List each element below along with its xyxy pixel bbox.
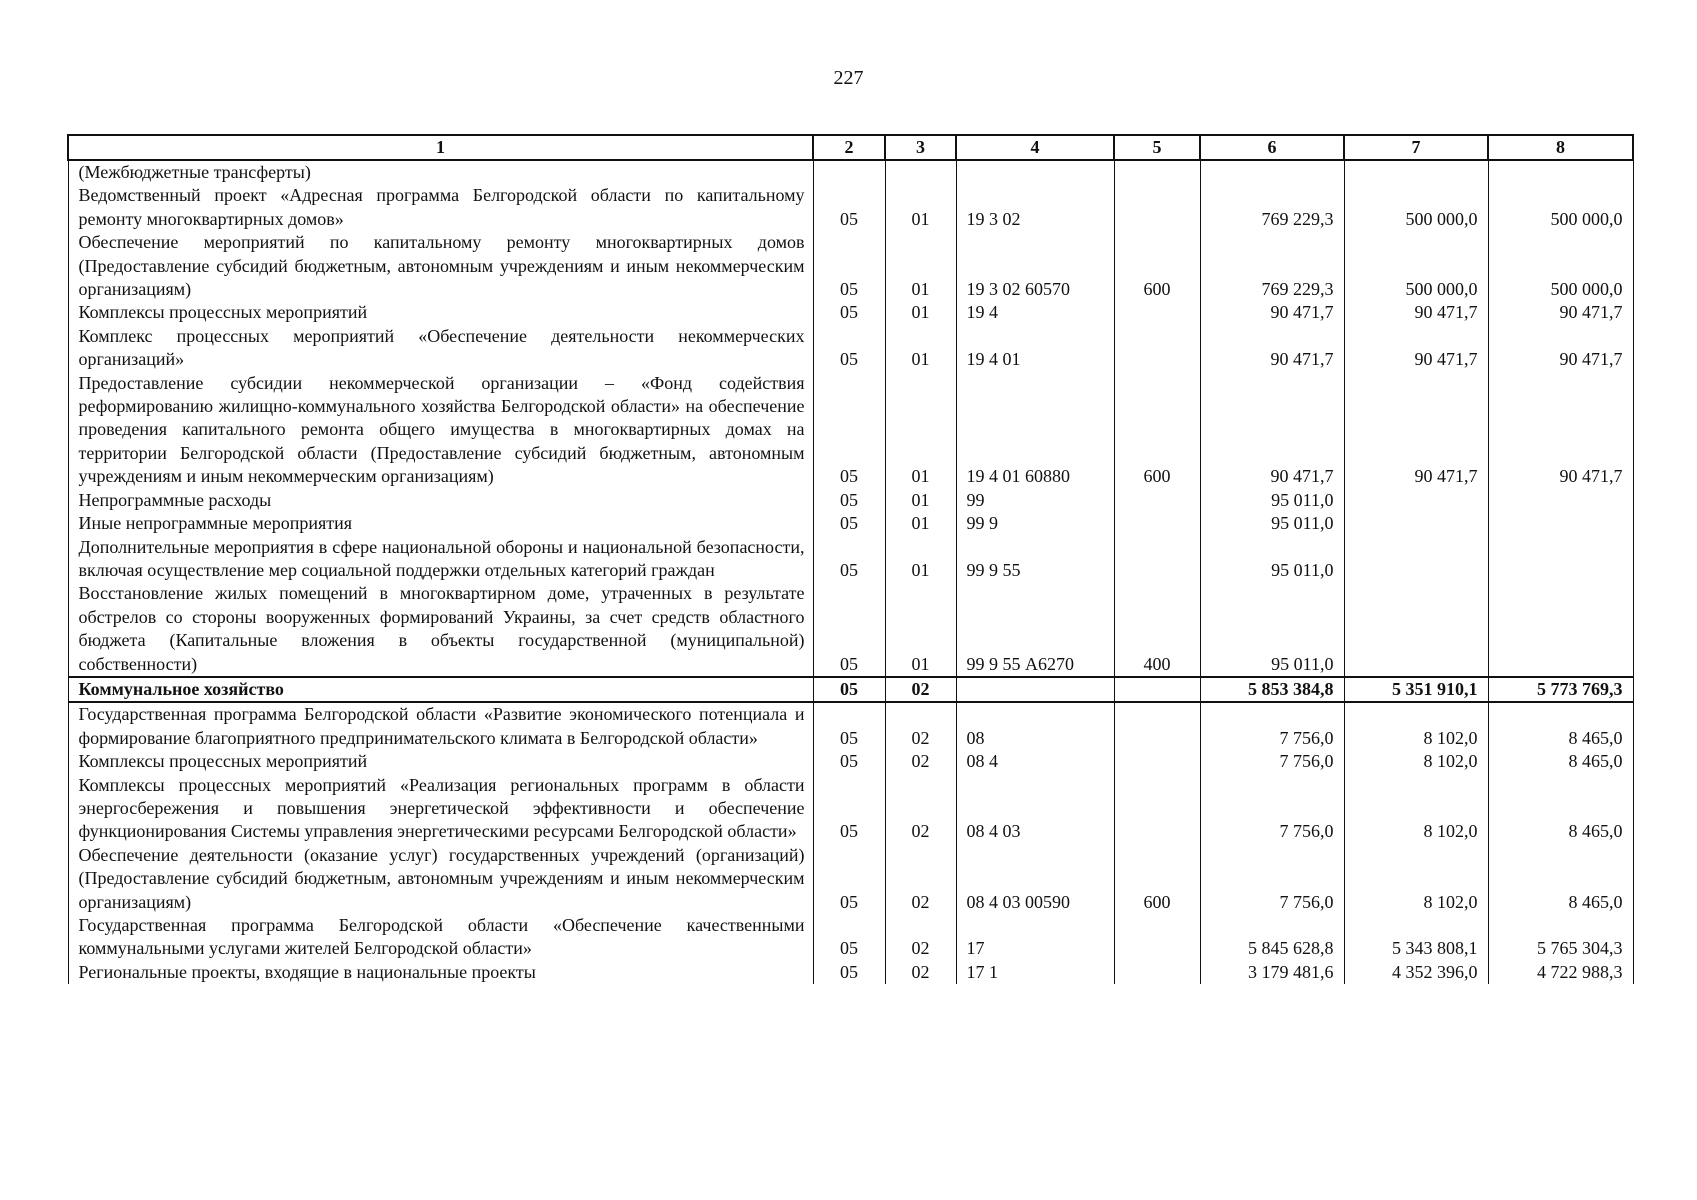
section-code: 05 (813, 512, 885, 535)
amount-col7: 8 102,0 (1344, 774, 1488, 844)
subsection-code: 01 (885, 512, 956, 535)
item-name: Коммунальное хозяйство (68, 677, 813, 702)
expense-type-code (1114, 536, 1200, 583)
table-body (68, 160, 1633, 984)
subsection-code: 02 (885, 677, 956, 702)
amount-col7: 500 000,0 (1344, 184, 1488, 231)
amount-col8: 4 722 988,3 (1488, 961, 1633, 984)
expense-type-code (1114, 512, 1200, 535)
item-name: Комплексы процессных мероприятий «Реализация региональных программ в области энергосбережения и повышения энергетической эффективности и обеспечение функционирования Системы управления энергетическими ресурсами Белгородской области» (68, 774, 813, 844)
amount-col6: 90 471,7 (1200, 325, 1344, 372)
table-row (68, 372, 1633, 489)
expense-type-code (1114, 301, 1200, 324)
subsection-code: 01 (885, 372, 956, 489)
amount-col7 (1344, 536, 1488, 583)
item-name: Обеспечение мероприятий по капитальному ремонту многоквартирных домов (Предоставление субсидий бюджетным, автономным учреждениям и иным некоммерческим организациям) (68, 231, 813, 301)
target-article-code: 99 9 55 А6270 (956, 582, 1114, 677)
expense-type-code (1114, 325, 1200, 372)
amount-col6: 7 756,0 (1200, 750, 1344, 773)
section-code: 05 (813, 231, 885, 301)
budget-table (67, 134, 1634, 984)
item-name: Ведомственный проект «Адресная программа Белгородской области по капитальному ремонту многоквартирных домов» (68, 184, 813, 231)
amount-col6: 95 011,0 (1200, 582, 1344, 677)
section-code: 05 (813, 489, 885, 512)
amount-col7 (1344, 512, 1488, 535)
amount-col8: 90 471,7 (1488, 325, 1633, 372)
amount-col7: 90 471,7 (1344, 372, 1488, 489)
amount-col7 (1344, 582, 1488, 677)
amount-col7: 8 102,0 (1344, 750, 1488, 773)
item-name: Государственная программа Белгородской области «Обеспечение качественными коммунальными услугами жителей Белгородской области» (68, 914, 813, 961)
amount-col8 (1488, 489, 1633, 512)
amount-col8: 90 471,7 (1488, 301, 1633, 324)
expense-type-code (1114, 750, 1200, 773)
amount-col6: 5 853 384,8 (1200, 677, 1344, 702)
amount-col8: 8 465,0 (1488, 774, 1633, 844)
amount-col7 (1344, 489, 1488, 512)
section-code: 05 (813, 184, 885, 231)
amount-col8: 90 471,7 (1488, 372, 1633, 489)
table-row (68, 512, 1633, 535)
amount-col6 (1200, 160, 1344, 184)
amount-col7: 90 471,7 (1344, 325, 1488, 372)
amount-col7: 5 343 808,1 (1344, 914, 1488, 961)
table-row (68, 677, 1633, 702)
expense-type-code (1114, 160, 1200, 184)
target-article-code: 08 (956, 702, 1114, 750)
item-name: Комплекс процессных мероприятий «Обеспечение деятельности некоммерческих организаций» (68, 325, 813, 372)
column-header: 5 (1114, 135, 1200, 160)
subsection-code: 02 (885, 702, 956, 750)
amount-col7 (1344, 160, 1488, 184)
section-code: 05 (813, 677, 885, 702)
amount-col6: 5 845 628,8 (1200, 914, 1344, 961)
target-article-code: 19 3 02 60570 (956, 231, 1114, 301)
amount-col8 (1488, 160, 1633, 184)
section-code (813, 160, 885, 184)
section-code: 05 (813, 582, 885, 677)
expense-type-code: 600 (1114, 372, 1200, 489)
amount-col7: 4 352 396,0 (1344, 961, 1488, 984)
expense-type-code (1114, 677, 1200, 702)
subsection-code: 01 (885, 325, 956, 372)
amount-col8: 8 465,0 (1488, 844, 1633, 914)
expense-type-code (1114, 961, 1200, 984)
item-name: Иные непрограммные мероприятия (68, 512, 813, 535)
item-name: Предоставление субсидии некоммерческой организации – «Фонд содействия реформированию жилищно-коммунального хозяйства Белгородской области» на обеспечение проведения капитального ремонта общего имущества в многоквартирных домах на территории Белгородской области (Предоставление субсидий бюджетным, автономным учреждениям и иным некоммерческим организациям) (68, 372, 813, 489)
amount-col7: 8 102,0 (1344, 702, 1488, 750)
page-number: 227 (833, 67, 864, 89)
amount-col6: 7 756,0 (1200, 702, 1344, 750)
subsection-code: 02 (885, 961, 956, 984)
subsection-code: 01 (885, 301, 956, 324)
table-row (68, 301, 1633, 324)
target-article-code: 19 4 (956, 301, 1114, 324)
table-row (68, 582, 1633, 677)
section-code: 05 (813, 844, 885, 914)
table-row (68, 702, 1633, 750)
section-code: 05 (813, 536, 885, 583)
amount-col6: 95 011,0 (1200, 536, 1344, 583)
subsection-code: 01 (885, 536, 956, 583)
amount-col8 (1488, 512, 1633, 535)
column-header: 3 (885, 135, 956, 160)
target-article-code: 08 4 03 (956, 774, 1114, 844)
section-code: 05 (813, 774, 885, 844)
amount-col6: 769 229,3 (1200, 231, 1344, 301)
table-row (68, 774, 1633, 844)
column-header: 1 (68, 135, 813, 160)
item-name: Дополнительные мероприятия в сфере национальной обороны и национальной безопасности, включая осуществление мер социальной поддержки отдельных категорий граждан (68, 536, 813, 583)
amount-col6: 7 756,0 (1200, 774, 1344, 844)
column-header: 8 (1488, 135, 1633, 160)
target-article-code: 17 (956, 914, 1114, 961)
subsection-code: 02 (885, 844, 956, 914)
column-header: 4 (956, 135, 1114, 160)
item-name: Обеспечение деятельности (оказание услуг) государственных учреждений (организаций) (Предоставление субсидий бюджетным, автономным учреждениям и иным некоммерческим организациям) (68, 844, 813, 914)
subsection-code: 02 (885, 750, 956, 773)
table-row (68, 325, 1633, 372)
expense-type-code: 600 (1114, 844, 1200, 914)
amount-col7: 500 000,0 (1344, 231, 1488, 301)
target-article-code: 17 1 (956, 961, 1114, 984)
target-article-code: 99 9 (956, 512, 1114, 535)
section-code: 05 (813, 750, 885, 773)
amount-col8: 500 000,0 (1488, 184, 1633, 231)
item-name: Непрограммные расходы (68, 489, 813, 512)
section-code: 05 (813, 702, 885, 750)
amount-col6: 7 756,0 (1200, 844, 1344, 914)
table-row (68, 750, 1633, 773)
target-article-code: 19 4 01 (956, 325, 1114, 372)
amount-col6: 3 179 481,6 (1200, 961, 1344, 984)
target-article-code (956, 160, 1114, 184)
section-code: 05 (813, 914, 885, 961)
target-article-code: 08 4 (956, 750, 1114, 773)
section-code: 05 (813, 961, 885, 984)
table-row (68, 536, 1633, 583)
target-article-code: 19 4 01 60880 (956, 372, 1114, 489)
amount-col7: 90 471,7 (1344, 301, 1488, 324)
table-row (68, 914, 1633, 961)
section-code: 05 (813, 301, 885, 324)
item-name: (Межбюджетные трансферты) (68, 160, 813, 184)
subsection-code: 01 (885, 184, 956, 231)
table-row (68, 160, 1633, 184)
amount-col6: 90 471,7 (1200, 301, 1344, 324)
column-header: 2 (813, 135, 885, 160)
item-name: Региональные проекты, входящие в национальные проекты (68, 961, 813, 984)
section-code: 05 (813, 372, 885, 489)
header-row (68, 135, 1633, 160)
amount-col6: 95 011,0 (1200, 489, 1344, 512)
subsection-code: 02 (885, 774, 956, 844)
table-row (68, 231, 1633, 301)
expense-type-code: 600 (1114, 231, 1200, 301)
amount-col6: 769 229,3 (1200, 184, 1344, 231)
expense-type-code (1114, 489, 1200, 512)
amount-col7: 5 351 910,1 (1344, 677, 1488, 702)
amount-col6: 90 471,7 (1200, 372, 1344, 489)
target-article-code: 99 9 55 (956, 536, 1114, 583)
expense-type-code: 400 (1114, 582, 1200, 677)
table-row (68, 844, 1633, 914)
expense-type-code (1114, 184, 1200, 231)
amount-col8: 5 773 769,3 (1488, 677, 1633, 702)
subsection-code: 01 (885, 489, 956, 512)
item-name: Комплексы процессных мероприятий (68, 301, 813, 324)
column-header: 6 (1200, 135, 1344, 160)
section-code: 05 (813, 325, 885, 372)
target-article-code (956, 677, 1114, 702)
target-article-code: 08 4 03 00590 (956, 844, 1114, 914)
amount-col8: 500 000,0 (1488, 231, 1633, 301)
expense-type-code (1114, 702, 1200, 750)
item-name: Комплексы процессных мероприятий (68, 750, 813, 773)
item-name: Восстановление жилых помещений в многоквартирном доме, утраченных в результате обстрелов со стороны вооруженных формирований Украины, за счет средств областного бюджета (Капитальные вложения в объекты государственной (муниципальной) собственности) (68, 582, 813, 677)
subsection-code (885, 160, 956, 184)
amount-col8: 8 465,0 (1488, 750, 1633, 773)
expense-type-code (1114, 914, 1200, 961)
column-header: 7 (1344, 135, 1488, 160)
amount-col7: 8 102,0 (1344, 844, 1488, 914)
table-row (68, 961, 1633, 984)
target-article-code: 99 (956, 489, 1114, 512)
subsection-code: 01 (885, 231, 956, 301)
expense-type-code (1114, 774, 1200, 844)
table-row (68, 184, 1633, 231)
item-name: Государственная программа Белгородской области «Развитие экономического потенциала и формирование благоприятного предпринимательского климата в Белгородской области» (68, 702, 813, 750)
table-row (68, 489, 1633, 512)
subsection-code: 02 (885, 914, 956, 961)
amount-col8: 8 465,0 (1488, 702, 1633, 750)
subsection-code: 01 (885, 582, 956, 677)
amount-col6: 95 011,0 (1200, 512, 1344, 535)
amount-col8: 5 765 304,3 (1488, 914, 1633, 961)
amount-col8 (1488, 536, 1633, 583)
target-article-code: 19 3 02 (956, 184, 1114, 231)
amount-col8 (1488, 582, 1633, 677)
